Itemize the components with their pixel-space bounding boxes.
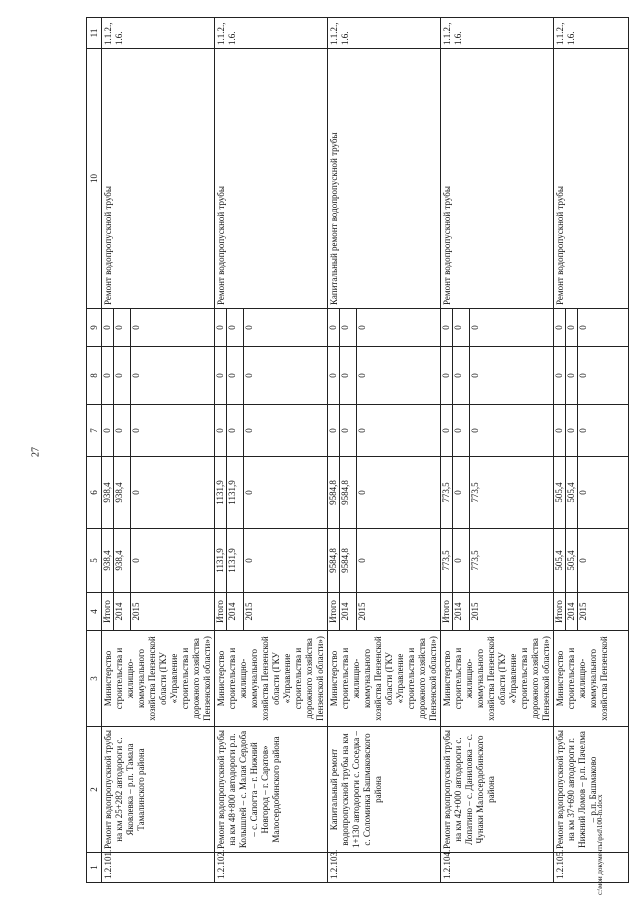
executor-name: Министерство строительства и жилищно-коммунального хозяйства Пензенской bbox=[554, 631, 629, 727]
year-cell: 2014 bbox=[453, 593, 470, 631]
value-cell: 938,4 bbox=[102, 529, 114, 593]
row-number: 1.2.103. bbox=[328, 853, 441, 883]
value-cell: 0 bbox=[357, 405, 441, 457]
table-row bbox=[554, 18, 566, 883]
value-cell: 0 bbox=[453, 347, 470, 405]
value-cell: 0 bbox=[453, 405, 470, 457]
value-cell: 0 bbox=[357, 309, 441, 347]
value-cell: 505,4 bbox=[566, 457, 578, 529]
row-number: 1.2.102. bbox=[215, 853, 328, 883]
header-cell: 6 bbox=[87, 457, 102, 529]
result-cell: Капитальный ремонт водопропускной трубы bbox=[328, 49, 441, 309]
value-cell: 0 bbox=[566, 405, 578, 457]
rotated-table-container bbox=[86, 18, 636, 883]
header-cell: 5 bbox=[87, 529, 102, 593]
result-cell: Ремонт водопропускной трубы bbox=[441, 49, 554, 309]
result-cell: Ремонт водопропускной трубы bbox=[102, 49, 215, 309]
table-row bbox=[102, 18, 114, 883]
value-cell: 0 bbox=[578, 457, 629, 529]
value-cell: 0 bbox=[554, 405, 566, 457]
header-cell: 1 bbox=[87, 853, 102, 883]
value-cell: 0 bbox=[131, 309, 215, 347]
value-cell: 9584,8 bbox=[340, 529, 357, 593]
value-cell: 938,4 bbox=[102, 457, 114, 529]
value-cell: 0 bbox=[215, 309, 227, 347]
year-cell: Итого bbox=[328, 593, 340, 631]
value-cell: 0 bbox=[227, 347, 244, 405]
value-cell: 9584,8 bbox=[328, 457, 340, 529]
value-cell: 773,5 bbox=[441, 529, 453, 593]
value-cell: 0 bbox=[554, 309, 566, 347]
header-cell: 9 bbox=[87, 309, 102, 347]
year-cell: Итого bbox=[441, 593, 453, 631]
value-cell: 1131,9 bbox=[227, 529, 244, 593]
row-number: 1.2.104. bbox=[441, 853, 554, 883]
indicator-cell: 1.1.2., 1.6. bbox=[328, 18, 441, 49]
header-cell: 7 bbox=[87, 405, 102, 457]
value-cell: 0 bbox=[227, 405, 244, 457]
value-cell: 1131,9 bbox=[227, 457, 244, 529]
result-cell: Ремонт водопропускной трубы bbox=[215, 49, 328, 309]
value-cell: 0 bbox=[357, 347, 441, 405]
value-cell: 0 bbox=[470, 309, 554, 347]
value-cell: 0 bbox=[554, 347, 566, 405]
value-cell: 0 bbox=[244, 347, 328, 405]
value-cell: 773,5 bbox=[470, 529, 554, 593]
year-cell: 2015 bbox=[131, 593, 215, 631]
year-cell: 2015 bbox=[578, 593, 629, 631]
value-cell: 0 bbox=[578, 405, 629, 457]
year-cell: Итого bbox=[554, 593, 566, 631]
executor-name: Министерство строительства и жилищно-коммунального хозяйства Пензенской области (ГКУ «Управление строительства и дорожного хозяйства Пензенской области») bbox=[441, 631, 554, 727]
year-cell: 2014 bbox=[114, 593, 131, 631]
value-cell: 0 bbox=[244, 309, 328, 347]
value-cell: 9584,8 bbox=[340, 457, 357, 529]
value-cell: 0 bbox=[578, 529, 629, 593]
value-cell: 0 bbox=[244, 457, 328, 529]
value-cell: 1131,9 bbox=[215, 457, 227, 529]
value-cell: 0 bbox=[441, 309, 453, 347]
year-cell: 2014 bbox=[227, 593, 244, 631]
row-number: 1.2.101. bbox=[102, 853, 215, 883]
value-cell: 0 bbox=[102, 405, 114, 457]
header-cell: 11 bbox=[87, 18, 102, 49]
header-row bbox=[87, 18, 102, 883]
year-cell: 2014 bbox=[340, 593, 357, 631]
value-cell: 0 bbox=[470, 405, 554, 457]
value-cell: 0 bbox=[328, 347, 340, 405]
value-cell: 0 bbox=[441, 405, 453, 457]
year-cell: Итого bbox=[102, 593, 114, 631]
value-cell: 0 bbox=[102, 347, 114, 405]
value-cell: 0 bbox=[578, 309, 629, 347]
year-cell: Итого bbox=[215, 593, 227, 631]
value-cell: 0 bbox=[131, 529, 215, 593]
value-cell: 0 bbox=[357, 529, 441, 593]
value-cell: 0 bbox=[114, 405, 131, 457]
value-cell: 0 bbox=[215, 405, 227, 457]
header-cell: 8 bbox=[87, 347, 102, 405]
value-cell: 0 bbox=[453, 309, 470, 347]
value-cell: 505,4 bbox=[566, 529, 578, 593]
value-cell: 0 bbox=[131, 347, 215, 405]
value-cell: 0 bbox=[470, 347, 554, 405]
value-cell: 0 bbox=[441, 347, 453, 405]
value-cell: 505,4 bbox=[554, 457, 566, 529]
year-cell: 2015 bbox=[470, 593, 554, 631]
object-name: Ремонт водопропускной трубы на км 42+000 автодороги с. Лопатино – с. Даниловка – с. Чунаки Малосердобинского района bbox=[441, 727, 554, 853]
value-cell: 773,5 bbox=[470, 457, 554, 529]
value-cell: 0 bbox=[244, 529, 328, 593]
value-cell: 0 bbox=[578, 347, 629, 405]
value-cell: 0 bbox=[227, 309, 244, 347]
value-cell: 0 bbox=[340, 405, 357, 457]
value-cell: 0 bbox=[114, 309, 131, 347]
page-number: 27 bbox=[30, 447, 42, 457]
object-name: Ремонт водопропускной трубы на км 37+690 автодороги г. Нижний Ломов – р.п. Пачелма – р.п. Башмаково bbox=[554, 727, 629, 853]
value-cell: 0 bbox=[340, 347, 357, 405]
value-cell: 0 bbox=[114, 347, 131, 405]
value-cell: 0 bbox=[215, 347, 227, 405]
value-cell: 938,4 bbox=[114, 529, 131, 593]
indicator-cell: 1.1.2., 1.6. bbox=[554, 18, 629, 49]
year-cell: 2015 bbox=[244, 593, 328, 631]
header-cell: 3 bbox=[87, 631, 102, 727]
value-cell: 0 bbox=[357, 457, 441, 529]
value-cell: 0 bbox=[102, 309, 114, 347]
value-cell: 0 bbox=[340, 309, 357, 347]
file-path-footnote: c:\мои документы\psd\100-m.docx bbox=[596, 794, 604, 895]
table-row bbox=[328, 18, 340, 883]
indicator-cell: 1.1.2., 1.6. bbox=[102, 18, 215, 49]
value-cell: 0 bbox=[328, 309, 340, 347]
header-cell: 4 bbox=[87, 593, 102, 631]
data-table bbox=[86, 17, 629, 883]
value-cell: 0 bbox=[328, 405, 340, 457]
object-name: Капитальный ремонт водопропускной трубы на км 1+130 автодороги с. Соседка – с. Соломинка Башмаковского района bbox=[328, 727, 441, 853]
header-cell: 2 bbox=[87, 727, 102, 853]
table-row bbox=[441, 18, 453, 883]
result-cell: Ремонт водопропускной трубы bbox=[554, 49, 629, 309]
value-cell: 9584,8 bbox=[328, 529, 340, 593]
header-cell: 10 bbox=[87, 49, 102, 309]
indicator-cell: 1.1.2., 1.6. bbox=[441, 18, 554, 49]
value-cell: 0 bbox=[566, 309, 578, 347]
value-cell: 0 bbox=[244, 405, 328, 457]
executor-name: Министерство строительства и жилищно-коммунального хозяйства Пензенской области (ГКУ «Управление строительства и дорожного хозяйства Пензенской области») bbox=[328, 631, 441, 727]
value-cell: 1131,9 bbox=[215, 529, 227, 593]
row-number: 1.2.105. bbox=[554, 853, 629, 883]
value-cell: 0 bbox=[566, 347, 578, 405]
executor-name: Министерство строительства и жилищно-коммунального хозяйства Пензенской области (ГКУ «Управление строительства и дорожного хозяйства Пензенской области») bbox=[215, 631, 328, 727]
value-cell: 0 bbox=[131, 457, 215, 529]
year-cell: 2014 bbox=[566, 593, 578, 631]
value-cell: 0 bbox=[453, 529, 470, 593]
value-cell: 0 bbox=[131, 405, 215, 457]
object-name: Ремонт водопропускной трубы на км 25+282 автодороги с. Яковлевка – р.п. Тамала Тамалинского района bbox=[102, 727, 215, 853]
value-cell: 773,5 bbox=[441, 457, 453, 529]
indicator-cell: 1.1.2., 1.6. bbox=[215, 18, 328, 49]
value-cell: 505,4 bbox=[554, 529, 566, 593]
object-name: Ремонт водопропускной трубы на км 48+800 автодороги р.п. Колышлей – с. Малая Сердоба – с. Сапогта – г. Нижний Новгород – г. Саратов» Малосердобинского района bbox=[215, 727, 328, 853]
value-cell: 938,4 bbox=[114, 457, 131, 529]
executor-name: Министерство строительства и жилищно-коммунального хозяйства Пензенской области (ГКУ «Управление строительства и дорожного хозяйства Пензенской области») bbox=[102, 631, 215, 727]
table-row bbox=[215, 18, 227, 883]
year-cell: 2015 bbox=[357, 593, 441, 631]
value-cell: 0 bbox=[453, 457, 470, 529]
